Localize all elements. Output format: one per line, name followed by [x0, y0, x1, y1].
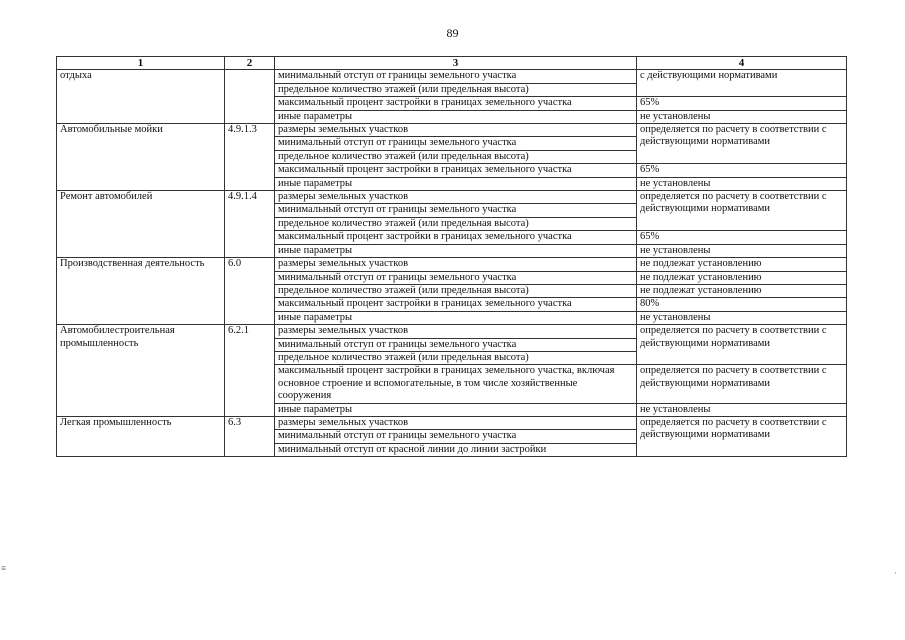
table-row	[57, 325, 847, 338]
land-use-parameters-table	[56, 56, 847, 457]
parameter-name: иные параметры	[275, 177, 637, 190]
header-col-3: 3	[275, 57, 637, 70]
parameter-value: определяется по расчету в соответствии с действующими нормативами	[637, 325, 847, 365]
parameter-name: размеры земельных участков	[275, 258, 637, 271]
parameter-name: минимальный отступ от границы земельного участка	[275, 430, 637, 443]
activity-name: Автомобилестроительная промышленность	[57, 325, 225, 417]
parameter-name: иные параметры	[275, 244, 637, 257]
parameter-value: определяется по расчету в соответствии с действующими нормативами	[637, 416, 847, 456]
parameter-value: с действующими нормативами	[637, 70, 847, 97]
header-row	[57, 57, 847, 70]
activity-name: Производственная деятельность	[57, 258, 225, 325]
page-number: 89	[446, 26, 459, 40]
parameter-name: минимальный отступ от границы земельного участка	[275, 271, 637, 284]
parameter-name: минимальный отступ от границы земельного участка	[275, 338, 637, 351]
parameter-value: 80%	[637, 298, 847, 311]
parameter-name: предельное количество этажей (или предельная высота)	[275, 217, 637, 230]
table-row	[57, 258, 847, 271]
parameter-value: 65%	[637, 231, 847, 244]
parameter-value: не подлежат установлению	[637, 284, 847, 297]
parameter-name: минимальный отступ от границы земельного участка	[275, 70, 637, 83]
activity-code: 4.9.1.3	[225, 124, 275, 191]
parameter-value: не подлежат установлению	[637, 258, 847, 271]
parameter-value: 65%	[637, 97, 847, 110]
parameter-value: не установлены	[637, 403, 847, 416]
parameter-name: иные параметры	[275, 311, 637, 324]
table-row	[57, 70, 847, 83]
parameter-value: не подлежат установлению	[637, 271, 847, 284]
parameter-value: не установлены	[637, 311, 847, 324]
parameter-name: предельное количество этажей (или предельная высота)	[275, 351, 637, 364]
activity-name: отдыха	[57, 70, 225, 124]
parameter-name: максимальный процент застройки в границах земельного участка	[275, 298, 637, 311]
parameter-name: иные параметры	[275, 403, 637, 416]
parameter-name: минимальный отступ от границы земельного участка	[275, 204, 637, 217]
activity-code	[225, 70, 275, 124]
table-row	[57, 124, 847, 137]
parameter-name: предельное количество этажей (или предельная высота)	[275, 150, 637, 163]
parameter-value: не установлены	[637, 244, 847, 257]
parameter-name: размеры земельных участков	[275, 191, 637, 204]
parameter-value: 65%	[637, 164, 847, 177]
parameter-value: определяется по расчету в соответствии с действующими нормативами	[637, 365, 847, 403]
parameter-name: минимальный отступ от красной линии до линии застройки	[275, 443, 637, 456]
activity-name: Легкая промышленность	[57, 416, 225, 456]
parameter-value: не установлены	[637, 177, 847, 190]
header-col-4: 4	[637, 57, 847, 70]
parameter-value: не установлены	[637, 110, 847, 123]
parameter-name: максимальный процент застройки в границах земельного участка	[275, 164, 637, 177]
activity-name: Автомобильные мойки	[57, 124, 225, 191]
scan-edge-mark-right: ·	[894, 568, 897, 578]
parameter-name: предельное количество этажей (или предельная высота)	[275, 83, 637, 96]
parameter-name: размеры земельных участков	[275, 416, 637, 429]
table-row	[57, 416, 847, 429]
scan-edge-mark: ≡	[1, 563, 7, 573]
parameter-name: максимальный процент застройки в границах земельного участка	[275, 231, 637, 244]
activity-code: 6.0	[225, 258, 275, 325]
parameter-name: максимальный процент застройки в границах земельного участка	[275, 97, 637, 110]
activity-code: 6.2.1	[225, 325, 275, 417]
header-col-1: 1	[57, 57, 225, 70]
parameter-name: размеры земельных участков	[275, 325, 637, 338]
parameter-name: размеры земельных участков	[275, 124, 637, 137]
activity-name: Ремонт автомобилей	[57, 191, 225, 258]
parameter-value: определяется по расчету в соответствии с действующими нормативами	[637, 191, 847, 231]
parameter-name: минимальный отступ от границы земельного участка	[275, 137, 637, 150]
activity-code: 6.3	[225, 416, 275, 456]
parameter-value: определяется по расчету в соответствии с действующими нормативами	[637, 124, 847, 164]
parameter-name: иные параметры	[275, 110, 637, 123]
table-row	[57, 191, 847, 204]
parameter-name: максимальный процент застройки в границах земельного участка, включая основное строение и вспомогательные, в том числе хозяйственные сооружения	[275, 365, 637, 403]
activity-code: 4.9.1.4	[225, 191, 275, 258]
parameter-name: предельное количество этажей (или предельная высота)	[275, 284, 637, 297]
header-col-2: 2	[225, 57, 275, 70]
